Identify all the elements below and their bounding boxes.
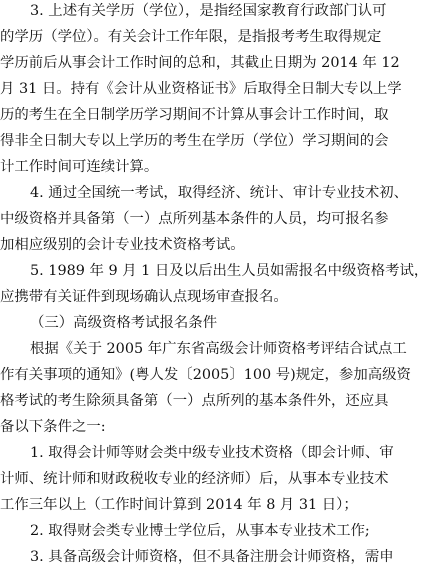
text-line: 根据《关于 2005 年广东省高级会计师资格考评结合试点工: [30, 341, 407, 357]
text-line: 格考试的考生除须具备第（一）点所列的基本条件外，还应具: [0, 393, 389, 409]
text-line: 中级资格并具备第（一）点所列基本条件的人员，均可报名参: [0, 211, 389, 227]
text-line: 学历前后从事会计工作时间的总和，其截止日期为 2014 年 12: [0, 55, 400, 71]
text-line: 作有关事项的通知》(粤人发〔2005〕100 号)规定，参加高级资: [0, 367, 411, 383]
text-line: 4. 通过全国统一考试，取得经济、统计、审计专业技术初、: [30, 185, 409, 201]
text-line: 计工作时间可连续计算。: [0, 159, 159, 175]
text-line: 月 31 日。持有《会计从业资格证书》后取得全日制大专以上学: [0, 81, 402, 97]
text-line: 2. 取得财会类专业博士学位后，从事本专业技术工作;: [30, 523, 370, 539]
text-line: 备以下条件之一:: [0, 419, 106, 435]
text-line: 应携带有关证件到现场确认点现场审查报名。: [0, 289, 288, 305]
text-line: 3. 上述有关学历（学位），是指经国家教育行政部门认可: [30, 3, 387, 19]
text-line: 5. 1989 年 9 月 1 日及以后出生人员如需报名中级资格考试，: [30, 263, 429, 279]
section-heading: （三）高级资格考试报名条件: [30, 315, 218, 331]
text-line: 加相应级别的会计专业技术资格考试。: [0, 237, 245, 253]
text-line: 3. 具备高级会计师资格，但不具备注册会计师资格，需申: [30, 549, 394, 565]
text-line: 1. 取得会计师等财会类中级专业技术资格（即会计师、审: [30, 445, 394, 461]
text-line: 的学历（学位）。有关会计工作年限，是指报考考生取得规定: [0, 29, 382, 45]
text-line: 历的考生在全日制学历学习期间不计算从事会计工作时间，取: [0, 107, 389, 123]
text-line: 得非全日制大专以上学历的考生在学历（学位）学习期间的会: [0, 133, 389, 149]
text-line: 计师、统计师和财政税收专业的经济师）后，从事本专业技术: [0, 471, 389, 487]
text-line: 工作三年以上（工作时间计算到 2014 年 8 月 31 日）；: [0, 497, 358, 513]
